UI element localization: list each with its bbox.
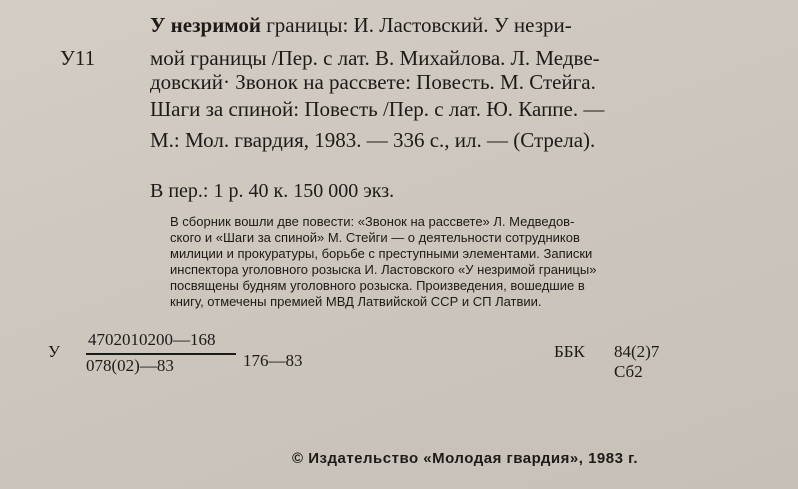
bbk-label: ББК xyxy=(554,342,585,361)
entry-line-5: М.: Мол. гвардия, 1983. — 336 с., ил. — (Стрела). xyxy=(150,128,596,152)
fraction-divider xyxy=(86,353,236,355)
entry-index-code: У11 xyxy=(60,46,96,70)
bbk-value: 84(2)7 xyxy=(614,342,660,361)
price-and-print-run: В пер.: 1 р. 40 к. 150 000 экз. xyxy=(150,180,395,202)
annotation-line: ского и «Шаги за спиной» М. Стейги — о деятельности сотрудников xyxy=(170,230,580,245)
annotation-line: милиции и прокуратуры, борьбе с преступными элементами. Записки xyxy=(170,246,593,261)
author-mark: Сб2 xyxy=(614,362,643,381)
entry-line-3: довский· Звонок на рассвете: Повесть. М. Стейга. xyxy=(150,70,596,94)
catalog-suffix: 176—83 xyxy=(243,351,303,370)
entry-line-1-rest: границы: И. Ластовский. У незри- xyxy=(260,13,572,37)
catalog-numerator: 4702010200—168 xyxy=(88,330,216,349)
entry-line-1 xyxy=(150,10,572,40)
copyright-line: © Издательство «Молодая гвардия», 1983 г. xyxy=(292,450,639,467)
annotation-line: посвящены будням уголовного розыска. Произведения, вошедшие в xyxy=(170,278,585,293)
entry-line-4: Шаги за спиной: Повесть /Пер. с лат. Ю. Каппе. — xyxy=(150,97,605,121)
catalog-denominator: 078(02)—83 xyxy=(86,356,174,375)
entry-line-2: мой границы /Пер. с лат. В. Михайлова. Л. Медве- xyxy=(150,46,600,70)
annotation-line: инспектора уголовного розыска И. Ластовского «У незримой границы» xyxy=(170,262,597,277)
annotation-block xyxy=(170,214,596,310)
catalog-letter: У xyxy=(48,342,61,361)
annotation-line: В сборник вошли две повести: «Звонок на рассвете» Л. Медведов- xyxy=(170,214,575,229)
entry-title-bold: У незримой xyxy=(150,13,261,37)
annotation-line: книгу, отмечены премией МВД Латвийской ССР и СП Латвии. xyxy=(170,294,542,309)
